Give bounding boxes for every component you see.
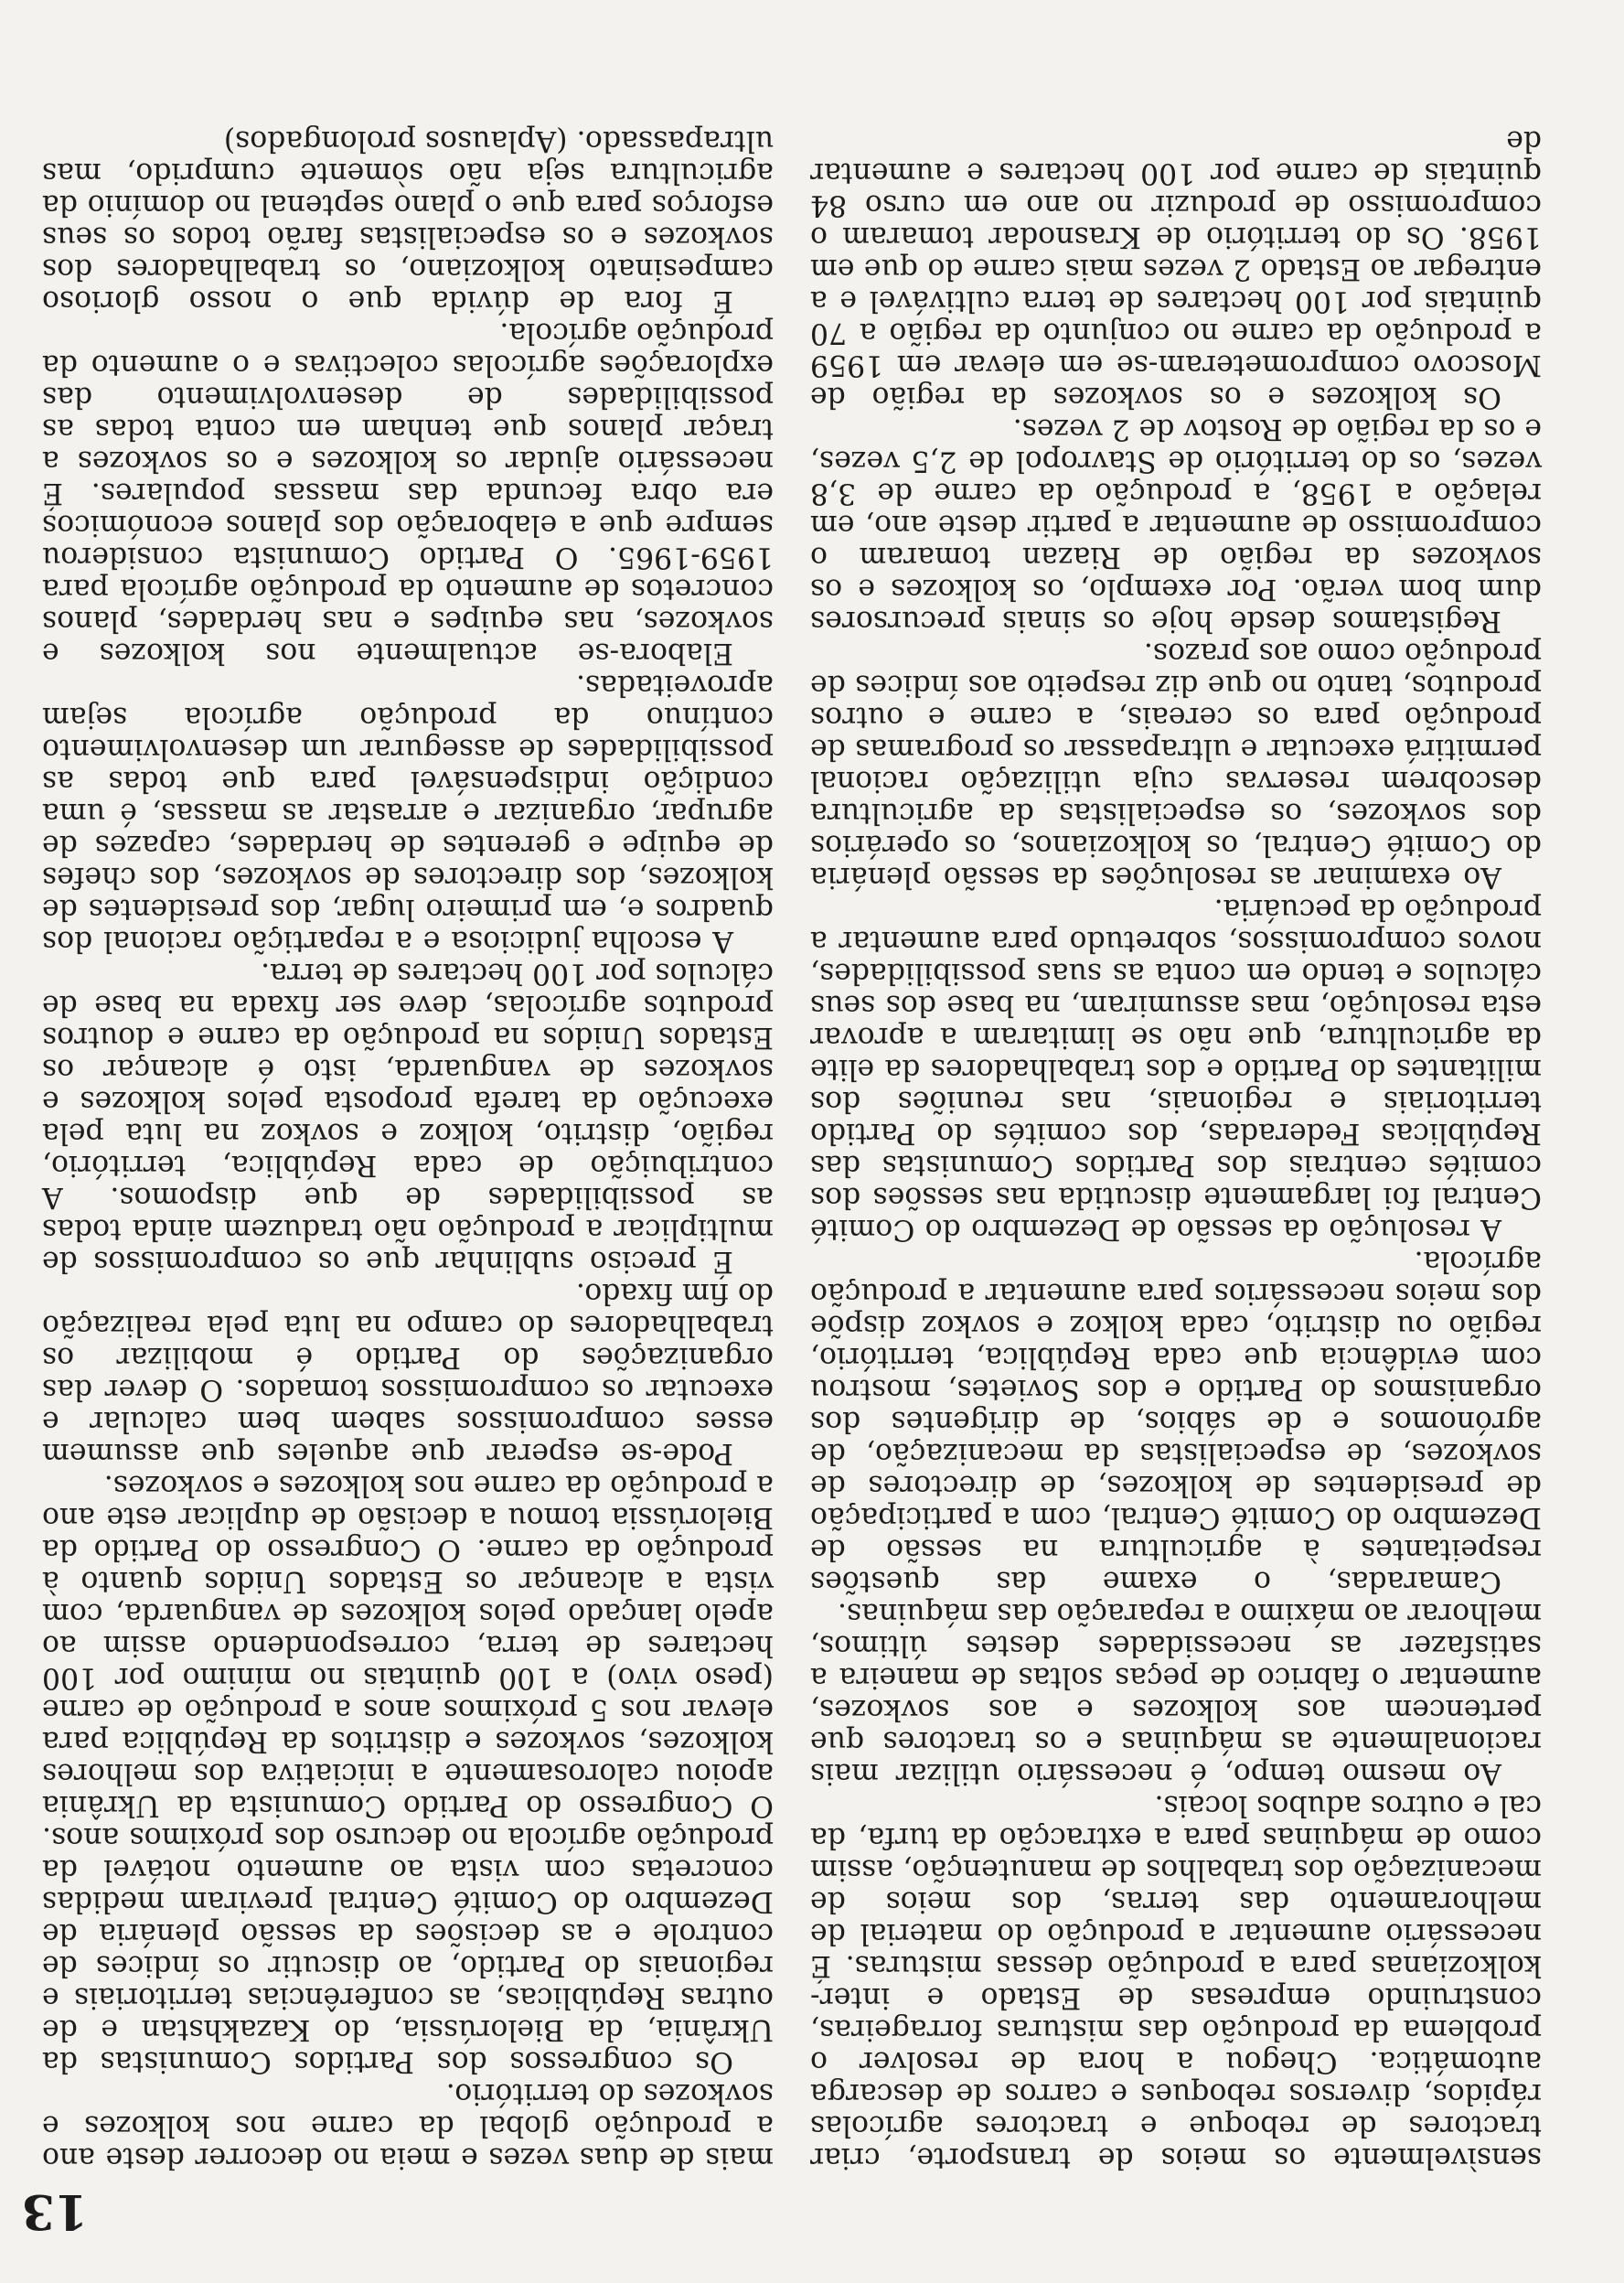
text-column-right: [42, 124, 774, 2173]
paragraph: mais de duas vezes e meia no decorrer deste ano a produção global da carne nos kolkozes e sovkozes do território.: [42, 2077, 774, 2174]
text-column-left: [810, 124, 1542, 2173]
paragraph: Os kolkozes e os sovkozes da região de Moscovo comprometeram-se em elevar em 1959 a produção da carne no conjunto da região a 70 quintais por 100 hectares de terra cultivável e a entregar ao Estado 2 vezes mais carne do que em 1958. Os do território de Krasnodar tomaram o compromisso de produzir no ano em curso 84 quintais de carne por 100 hectares e aumentar de: [810, 124, 1542, 413]
paragraph: sensìvelmente os meios de transporte, criar tractores de reboque e tractores agrícolas rápidos, diversos reboques e carros de descarga automática. Chegou a hora de resolver o problema da produção das misturas forrageiras, construindo empresas de Estado e inter-kolkozianas para a produção dessas misturas. É necessário aumentar a produção do material de melhoramento das terras, dos meios de mecanização dos trabalhos de manutenção, assim como de máquinas para a extracção da turfa, da cal e outros adubos locais.: [810, 1789, 1542, 2174]
paragraph: A escolha judiciosa e a repartição racional dos quadros e, em primeiro lugar, dos presidentes de kolkozes, dos directores de sovkozes, dos chefes de equipe e gerentes de herdades, capazes de agrupar, organizar e arrastar as massas, é uma condição indispensável para que todas as possibilidades de assegurar um desenvolvimento contínuo da produção agrícola sejam aproveitadas.: [42, 669, 774, 958]
paragraph: A resolução da sessão de Dezembro do Comité Central foi largamente discutida nas sessões dos comités centrais dos Partidos Comunistas das Repúblicas Federadas, dos comités do Partido territoriais e regionais, nas reuniões dos militantes do Partido e dos trabalhadores da elite da agricultura, que não se limitaram a aprovar esta resolução, mas assumiram, na base dos seus cálculos e tendo em conta as suas possibilidades, novos compromissos, sobretudo para aumentar a produção da pecuária.: [810, 893, 1542, 1246]
paragraph: Ao mesmo tempo, é necessário utilizar mais racionalmente as máquinas e os tractores que pertencem aos kolkozes e aos sovkozes, aumentar o fabrico de peças soltas de maneira a satisfazer as necessidades destes últimos, melhorar ao máximo a reparação das máquinas.: [810, 1597, 1542, 1790]
paragraph: Os congressos dos Partidos Comunistas da Ukrânia, da Bielorússia, do Kazakhstan e de outras Repúblicas, as conferências territoriais e regionais do Partido, ao discutir os índices de controle e as decisões da sessão plenária de Dezembro do Comité Central previram medidas concretas com vista ao aumento notável da produção agrícola no decurso dos próximos anos. O Congresso do Partido Comunista da Ukrânia apoiou calorosamente a iniciativa dos melhores kolkozes, sovkozes e distritos da República para elevar nos 5 próximos anos a produção de carne (peso vivo) a 100 quintais no mínimo por 100 hectares de terra, correspondendo assim ao apelo lançado pelos kolkozes de vanguarda, com vista a alcançar os Estados Unidos quanto à produção da carne. O Congresso do Partido da Bielorússia tomou a decisão de duplicar este ano a produção da carne nos kolkozes e sovkozes.: [42, 1469, 774, 2078]
paragraph: Pode-se esperar que aqueles que assumem esses compromissos sabem bem calcular e executar os compromissos tomados. O dever das organizações do Partido é mobilizar os trabalhadores do campo na luta pela realização do fim fixado.: [42, 1277, 774, 1470]
paragraph: É preciso sublinhar que os compromissos de multiplicar a produção não traduzem ainda todas as possibilidades de que dispomos. A contribuição de cada República, território, região, distrito, kolkoz e sovkoz na luta pela execução da tarefa proposta pelos kolkozes e sovkozes de vanguarda, isto é alcançar os Estados Unidos na produção da carne e doutros produtos agrícolas, deve ser fixada na base de cálculos por 100 hectares de terra.: [42, 957, 774, 1278]
paragraph: Elabora-se actualmente nos kolkozes e sovkozes, nas equipes e nas herdades, planos concretos de aumento da produção agrícola para 1959-1965. O Partido Comunista considerou sempre que a elaboração dos planos económicos era obra fecunda das massas populares. É necessário ajudar os kolkozes e os sovkozes a traçar planos que tenham em conta todas as possibilidades de desenvolvimento das explorações agrícolas colectivas e o aumento da produção agrícola.: [42, 316, 774, 670]
paragraph: Ao examinar as resoluções da sessão plenária do Comité Central, os kolkozianos, os operários dos sovkozes, os especialistas da agricultura descobrem reservas cuja utilização racional permitirá executar e ultrapassar os programas de produção para os cereais, a carne e outros produtos, tanto no que diz respeito aos índices de produção como aos prazos.: [810, 637, 1542, 894]
paragraph: Camaradas, o exame das questões respeitantes à agricultura na sessão de Dezembro do Comité Central, com a participação de presidentes de kolkozes, de directores de sovkozes, de especialistas da mecanização, de agrónomos e de sábios, de dirigentes dos organismos do Partido e dos Sovietes, mostrou com evidência que cada República, território, região ou distrito, cada kolkoz e sovkoz dispõe dos meios necessários para aumentar a produção agrícola.: [810, 1245, 1542, 1598]
page-number: 13: [21, 2183, 88, 2239]
paragraph: Registamos desde hoje os sinais precursores dum bom verão. Por exemplo, os kolkozes e os sovkozes da região de Riazan tomaram o compromisso de aumentar a partir deste ano, em relação a 1958, a produção da carne de 3,8 vezes, os do território de Stavropol de 2,5 vezes, e os da região de Rostov de 2 vezes.: [810, 413, 1542, 638]
paragraph: É fora de dúvida que o nosso glorioso campesinato kolkoziano, os trabalhadores dos sovkozes e os especialistas farão todos os seus esforços para que o plano septenal no domínio da agricultura seja não sòmente cumprido, mas ultrapassado. (Aplausos prolongados): [42, 124, 774, 317]
